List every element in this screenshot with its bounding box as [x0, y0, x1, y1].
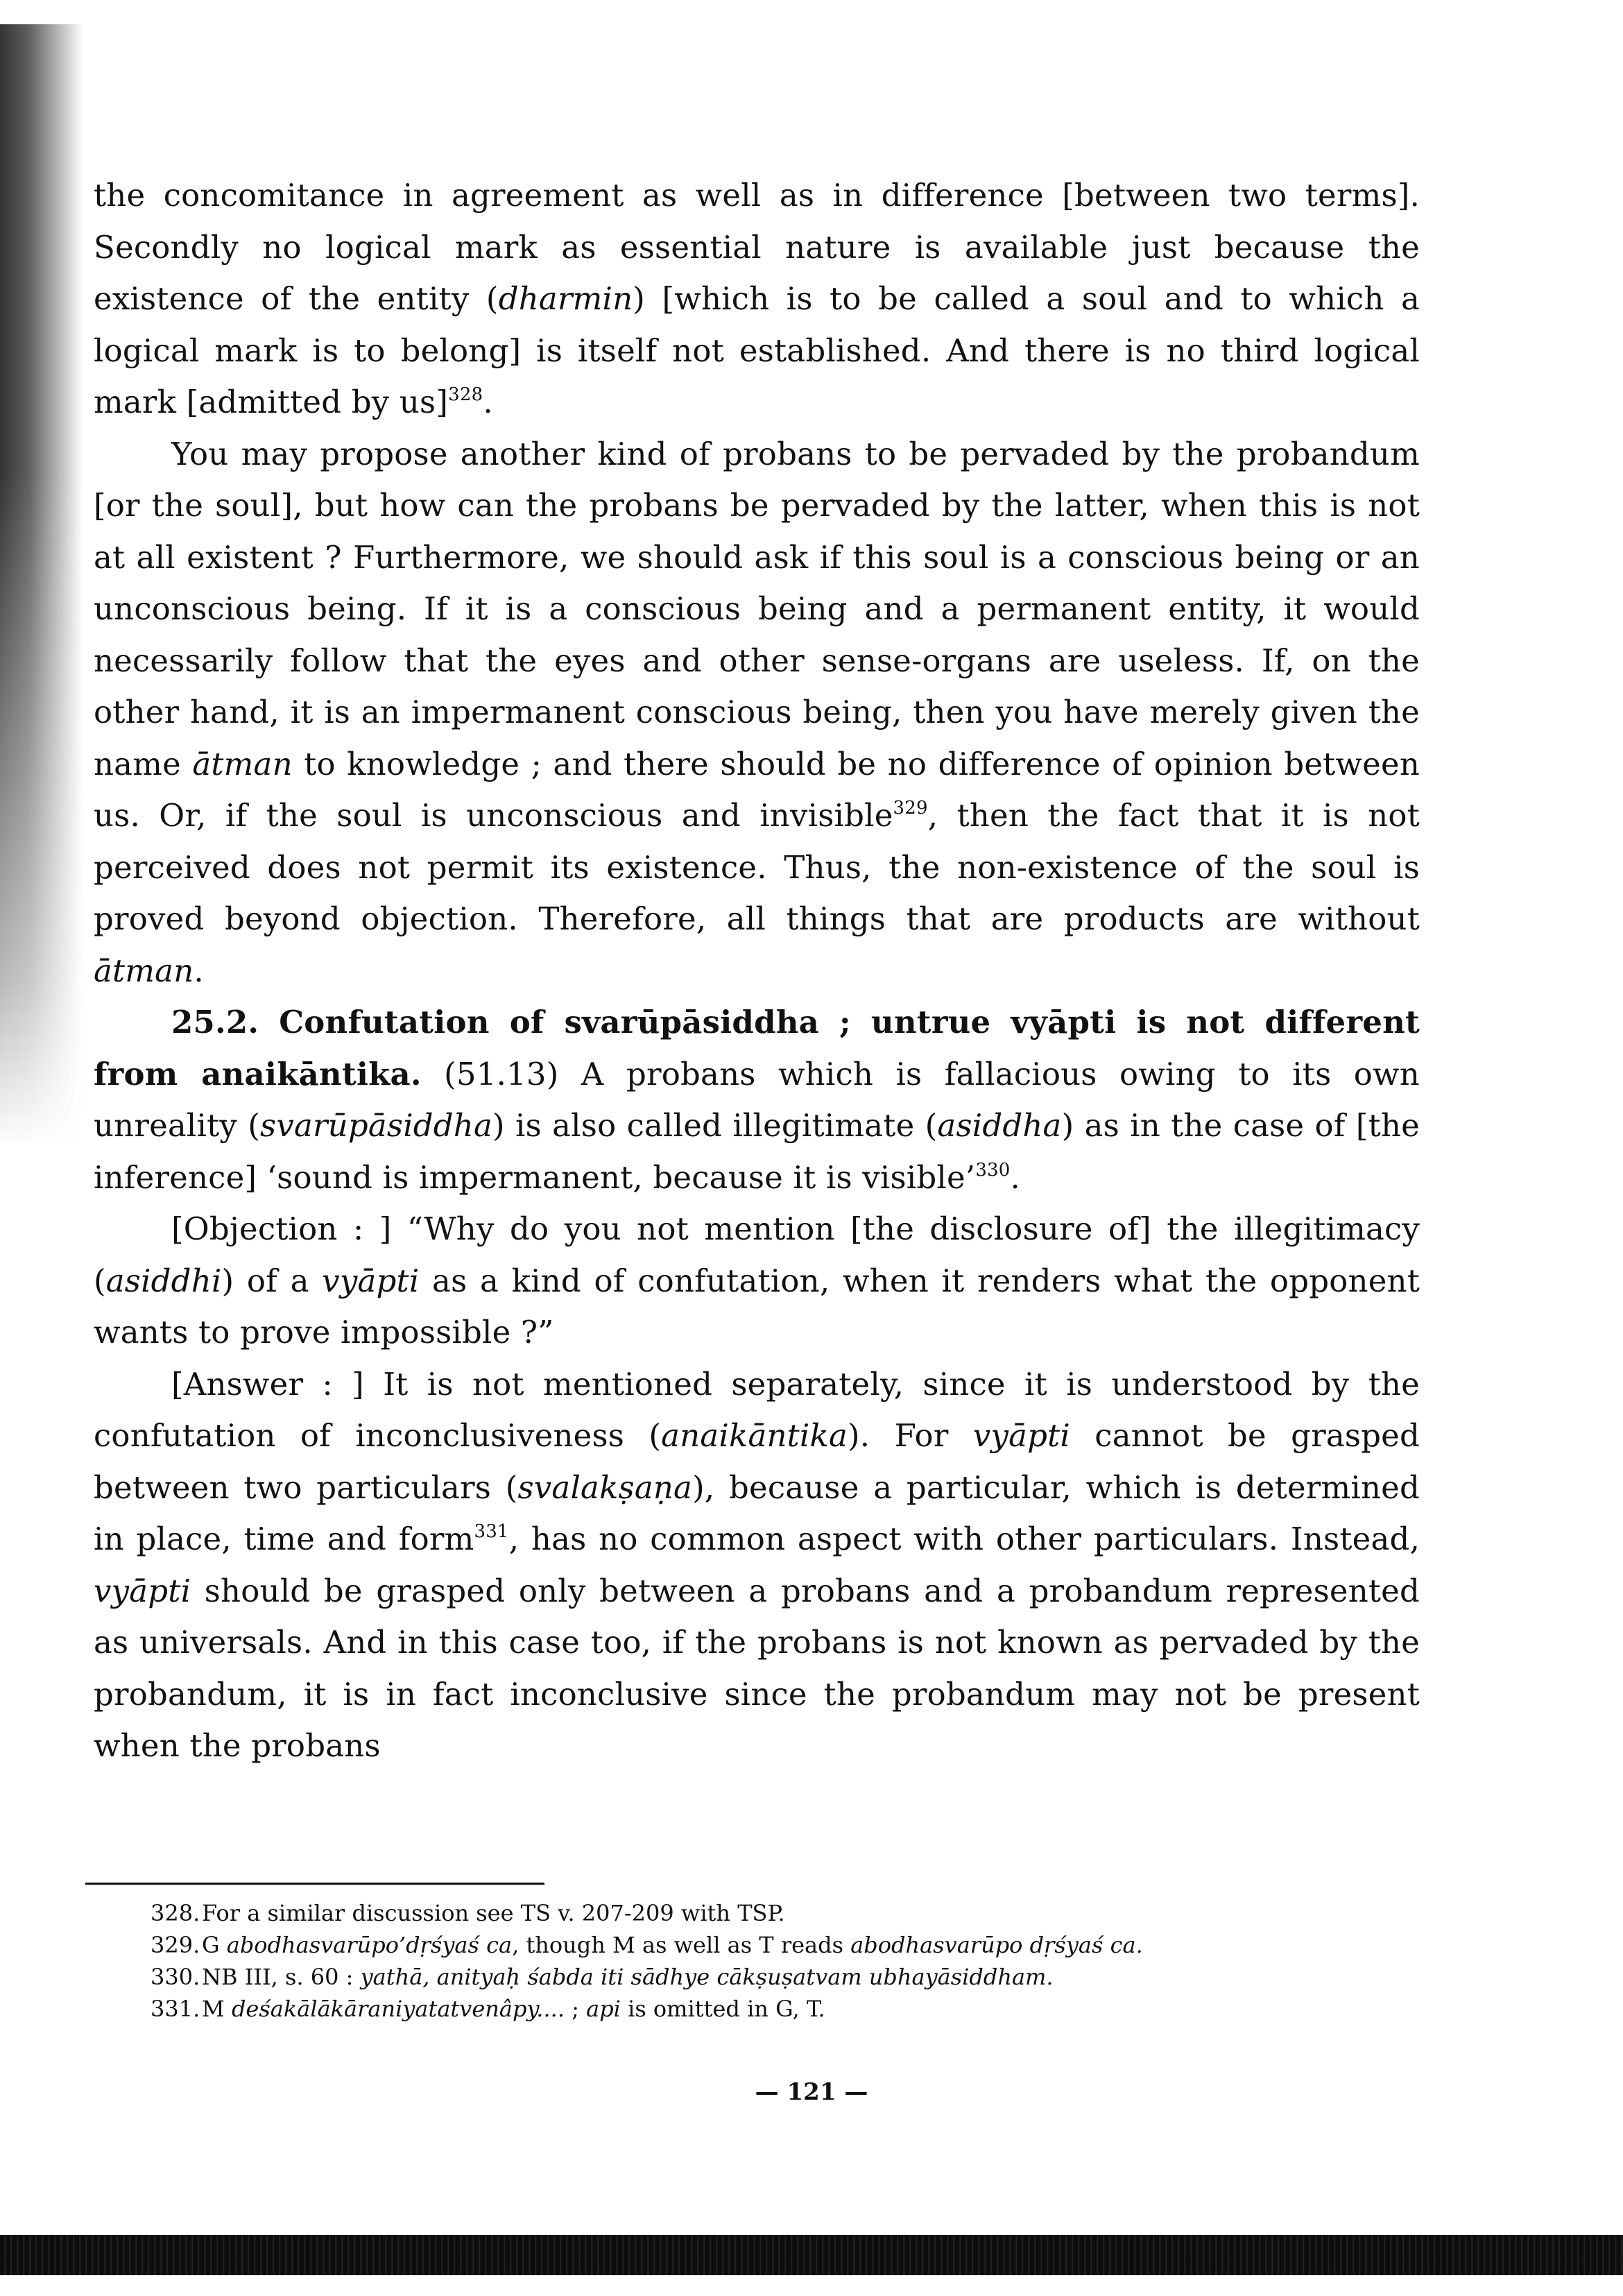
italic-term: ātman — [94, 952, 194, 989]
italic-term: svarūpāsiddha — [260, 1107, 493, 1144]
text-run: , has no common aspect with other particulars. Instead, — [508, 1520, 1420, 1557]
footnote-number: 329. — [151, 1932, 200, 1958]
footnotes — [151, 1897, 1434, 2025]
italic-term: vyāpti — [94, 1572, 191, 1609]
italic-term: svalakṣaṇa — [517, 1468, 693, 1506]
text-run: , then the fact that it is not perceived does not permit its existence. Thus, the non-existence of the soul is proved beyond objection. Therefore, all things that are products are without — [94, 797, 1420, 937]
scan-shadow-bottom-edge — [0, 2235, 1623, 2275]
italic-term: asiddhi — [105, 1262, 222, 1299]
text-run: You may propose another kind of probans to be pervaded by the probandum [or the soul], but how can the probans be pervaded by the latter, when this is not at all existent ? Furthermore, we should ask if this soul is a conscious being or an unconscious being. If it is a conscious being and a permanent entity, it would necessarily follow that the eyes and other sense-organs are useless. If, on the other hand, it is an impermanent conscious being, then you have merely given the name — [94, 435, 1420, 782]
footnote-reference[interactable]: 330 — [975, 1159, 1011, 1181]
text-run: . — [194, 952, 204, 989]
text-run: is omitted in G, T. — [620, 1996, 825, 2022]
text-run: NB III, s. 60 : — [202, 1964, 361, 1990]
footnote — [151, 1961, 1434, 1993]
text-run: M — [202, 1996, 232, 2022]
main-text — [94, 170, 1420, 1772]
italic-term: api — [586, 1996, 621, 2022]
text-run: [Objection : ] “Why do you not mention [the disclosure of] the illegitimacy ( — [94, 1210, 1420, 1299]
text-run: For a similar discussion see TS v. 207-209 with TSP. — [202, 1900, 785, 1926]
footnote-number: 328. — [151, 1900, 200, 1926]
text-run: G — [202, 1932, 227, 1958]
page-number: — 121 — — [755, 2078, 868, 2106]
text-run: ) as in the case of [the inference] ‘sound is impermanent, because it is visible’ — [94, 1107, 1420, 1196]
text-run: ; — [564, 1996, 587, 2022]
italic-term: vyāpti — [322, 1262, 420, 1299]
section-heading: 25.2. Confutation of svarūpāsiddha ; untrue vyāpti is not different from anaikāntika. — [94, 1004, 1420, 1093]
text-run: ) of a — [221, 1262, 323, 1299]
text-run: ). For — [848, 1417, 973, 1454]
italic-term: deśakālākāraniyatatvenâpy.... — [231, 1996, 565, 2022]
italic-term: anaikāntika — [661, 1417, 848, 1454]
text-run: to knowledge ; and there should be no difference of opinion between us. Or, if the soul is unconscious and invisible — [94, 745, 1420, 834]
footnote-separator — [85, 1883, 544, 1885]
italic-term: abodhasvarūpo’dṛśyaś ca — [226, 1932, 513, 1958]
footnote-reference[interactable]: 329 — [893, 798, 928, 819]
text-run: [Answer : ] It is not mentioned separately, since it is understood by the confutation of inconclusiveness ( — [94, 1365, 1420, 1454]
paragraph — [94, 170, 1420, 429]
footnote-number: 331. — [151, 1996, 200, 2022]
text-run: (51.13) A probans which is fallacious owing to its own unreality ( — [94, 1055, 1420, 1144]
footnote-reference[interactable]: 328 — [448, 384, 483, 405]
italic-term: vyāpti — [972, 1417, 1071, 1454]
paragraph — [94, 1203, 1420, 1359]
text-run: cannot be grasped between two particulars ( — [94, 1417, 1420, 1506]
text-run: , though M as well as T reads — [512, 1932, 851, 1958]
italic-term: asiddha — [937, 1107, 1062, 1144]
italic-term: yathā, anityaḥ śabda iti sādhye cākṣuṣatvam ubhayāsiddham. — [360, 1964, 1054, 1990]
text-run: . — [1010, 1158, 1021, 1196]
text-run: . — [483, 384, 493, 420]
text-run: should be grasped only between a probans and a probandum represented as universals. And in this case too, if the probans is not known as pervaded by the probandum, it is in fact inconclusive since the probandum may not be present when the probans — [94, 1572, 1420, 1764]
paragraph — [94, 997, 1420, 1203]
footnote-number: 330. — [151, 1964, 200, 1990]
text-run: ), because a particular, which is determined in place, time and form — [94, 1468, 1420, 1557]
text-run: the concomitance in agreement as well as in difference [between two terms]. Secondly no logical mark as essential nature is available just because the existence of the entity ( — [94, 177, 1420, 317]
footnote — [151, 1897, 1434, 1929]
footnote — [151, 1993, 1434, 2025]
scan-shadow-left-edge — [0, 24, 83, 1148]
paragraph — [94, 429, 1420, 997]
italic-term: ātman — [192, 745, 293, 782]
text-run: ) is also called illegitimate ( — [492, 1107, 938, 1144]
text-run: ) [which is to be called a soul and to which a logical mark is to belong] is itself not established. And there is no third logical mark [admitted by us] — [94, 280, 1420, 420]
paragraph — [94, 1359, 1420, 1772]
italic-term: dharmin — [498, 280, 633, 317]
italic-term: abodhasvarūpo dṛśyaś ca. — [850, 1932, 1143, 1958]
text-run: as a kind of confutation, when it renders what the opponent wants to prove impossible ?” — [94, 1262, 1420, 1351]
footnote-reference[interactable]: 331 — [474, 1521, 509, 1542]
footnote — [151, 1929, 1434, 1961]
